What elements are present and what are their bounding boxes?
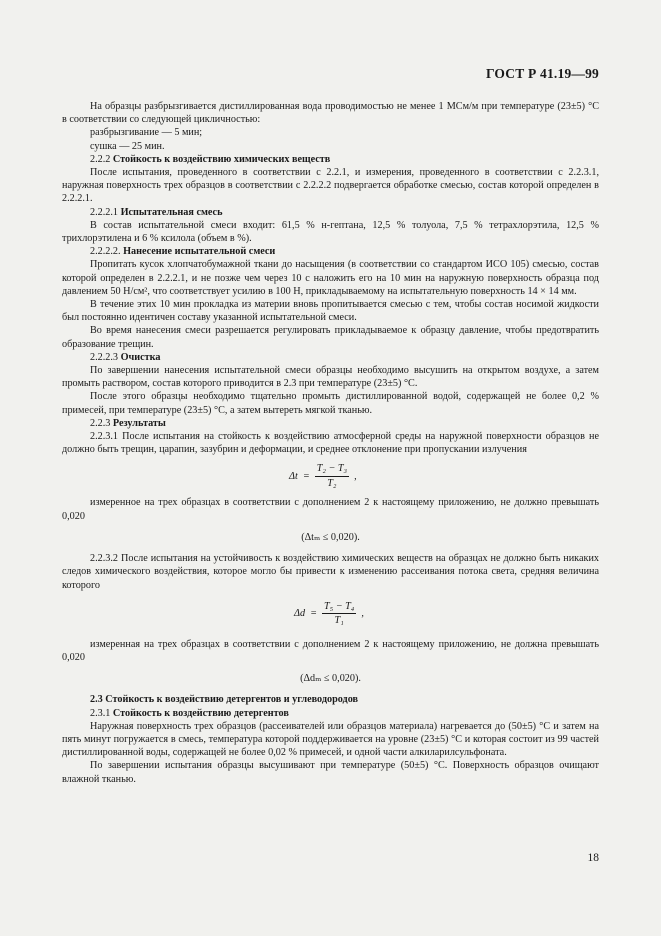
formula-tail: ,	[354, 470, 357, 482]
cycle-item: разбрызгивание — 5 мин;	[90, 127, 203, 139]
formula-tail: ,	[361, 607, 364, 619]
paragraph: измеренная на трех образцах в соответствии с дополнением 2 к настоящему приложению, не должна превышать 0,020	[62, 638, 599, 663]
paragraph: 2.2.3.2 После испытания на устойчивость к воздействию химических веществ на образцах не должно быть никаких следов химического воздействия, которое могло бы привести к изменению рассеивания потока света, средняя величина которого	[62, 553, 599, 591]
section-heading	[62, 707, 599, 720]
section-number: 2.2.2.1	[90, 206, 119, 218]
paragraph: В течение этих 10 мин прокладка из материи вновь пропитывается смесью с тем, чтобы состав носимой жидкости был постоянно идентичен составу указанной испытательной смеси.	[62, 299, 599, 324]
cycle-item: сушка — 25 мин.	[90, 140, 165, 152]
formula-denominator: T₁	[334, 614, 344, 626]
formula-delta-t: Δt = $\frac{\text{T₂ − T₃}}{\text{T₂}}$ ,	[289, 463, 357, 489]
section-title: Испытательная смесь	[120, 206, 223, 218]
section-number: 2.2.2.3	[90, 351, 119, 363]
section-number: 2.3.1	[90, 707, 111, 719]
section-heading	[62, 153, 599, 166]
paragraph: После испытания, проведенного в соответствии с 2.2.1, и измерения, проведенного в соответствии с 2.2.3.1, наружная поверхность трех образцов в соответствии с 2.2.2.2 подвергается обработке смесью, состав которой определен в 2.2.2.1.	[62, 167, 599, 205]
limit-expression: (Δtₘ ≤ 0,020).	[301, 531, 360, 543]
paragraph: Во время нанесения смеси разрешается регулировать прикладываемое к образцу давление, чтобы предотвратить образование трещин.	[62, 325, 599, 350]
paragraph: По завершении испытания образцы высушивают при температуре (50±5) °C. Поверхность образцов очищают влажной тканью.	[62, 760, 599, 785]
section-number: 2.3	[90, 694, 103, 706]
section-title: Стойкость к воздействию детергентов	[112, 707, 289, 719]
formula-lhs: Δt	[289, 470, 298, 482]
paragraph: После этого образцы необходимо тщательно промыть дистиллированной водой, содержащей не более 0,2 % примесей, при температуре (23±5) °C, а затем вытереть мягкой тканью.	[62, 391, 599, 416]
paragraph: На образцы разбрызгивается дистиллированная вода проводимостью не менее 1 МСм/м при температуре (23±5) °C в соответствии со следующей цикличностью:	[62, 101, 599, 126]
formula-denominator: T₂	[327, 477, 337, 489]
section-title: Очистка	[120, 351, 161, 363]
section-heading	[62, 206, 599, 219]
paragraph: По завершении нанесения испытательной смеси образцы необходимо высушить на открытом воздухе, а затем промыть раствором, состав которого приводится в 2.3 при температуре (23±5) °C.	[62, 365, 599, 390]
limit-expression: (Δdₘ ≤ 0,020).	[300, 673, 361, 685]
paragraph: 2.2.3.1 После испытания на стойкость к воздействию атмосферной среды на наружной поверхности образцов не должно быть трещин, царапин, зазубрин и деформации, и среднее отклонение при пропускании излучения	[62, 431, 599, 456]
section-number: 2.2.3	[90, 417, 111, 429]
section-title: Стойкость к воздействию химических веществ	[112, 153, 331, 165]
section-title: Стойкость к воздействию детергентов и углеводородов	[105, 694, 359, 706]
formula-fraction	[322, 600, 356, 627]
paragraph: измеренное на трех образцах в соответствии с дополнением 2 к настоящему приложению, не должно превышать 0,020	[62, 497, 599, 522]
section-title: Нанесение испытательной смеси	[123, 246, 276, 258]
section-heading	[62, 351, 599, 364]
document-body	[62, 100, 599, 786]
formula-lhs: Δd	[294, 607, 306, 619]
document-header: ГОСТ Р 41.19—99	[485, 66, 599, 81]
section-number: 2.2.2	[90, 153, 111, 165]
section-number: 2.2.2.2.	[90, 246, 121, 258]
paragraph: Наружная поверхность трех образцов (рассеивателей или образцов материала) нагревается до (50±5) °C и затем на пять минут погружается в смесь, температура которой поддерживается на уровне (23±5) °C и которая состоит из 99 частей дистиллированной воды, содержащей не более 0,02 % примесей, и одной части алкиларилсульфоната.	[62, 720, 599, 759]
section-heading	[62, 245, 599, 258]
section-title: Результаты	[112, 417, 166, 429]
page-number: 18	[587, 852, 599, 864]
paragraph: Пропитать кусок хлопчатобумажной ткани до насыщения (в соответствии со стандартом ИСО 105) смесью, состав которой определен в 2.2.2.1, и не позже чем через 10 с наложить его на 10 мин на наружную поверхность образца под давлением 50 Н/см², что соответствует усилию в 100 Н, прикладываемому на испытательную поверхность 14 × 14 мм.	[62, 259, 599, 297]
formula-delta-d: Δd = $\frac{\text{T₅ − T₄}}{\text{T₁}}$ ,	[294, 600, 364, 626]
paragraph: В состав испытательной смеси входит: 61,5 % н-гептана, 12,5 % толуола, 7,5 % тетрахлорэтила, 12,5 % трихлорэтилена и 6 % ксилола (объем в %).	[62, 219, 599, 245]
formula-fraction	[315, 462, 349, 489]
section-heading	[62, 693, 599, 706]
formula-numerator: T₂ − T₃	[315, 462, 349, 476]
formula-numerator: T₅ − T₄	[322, 600, 356, 614]
section-heading	[62, 417, 599, 430]
